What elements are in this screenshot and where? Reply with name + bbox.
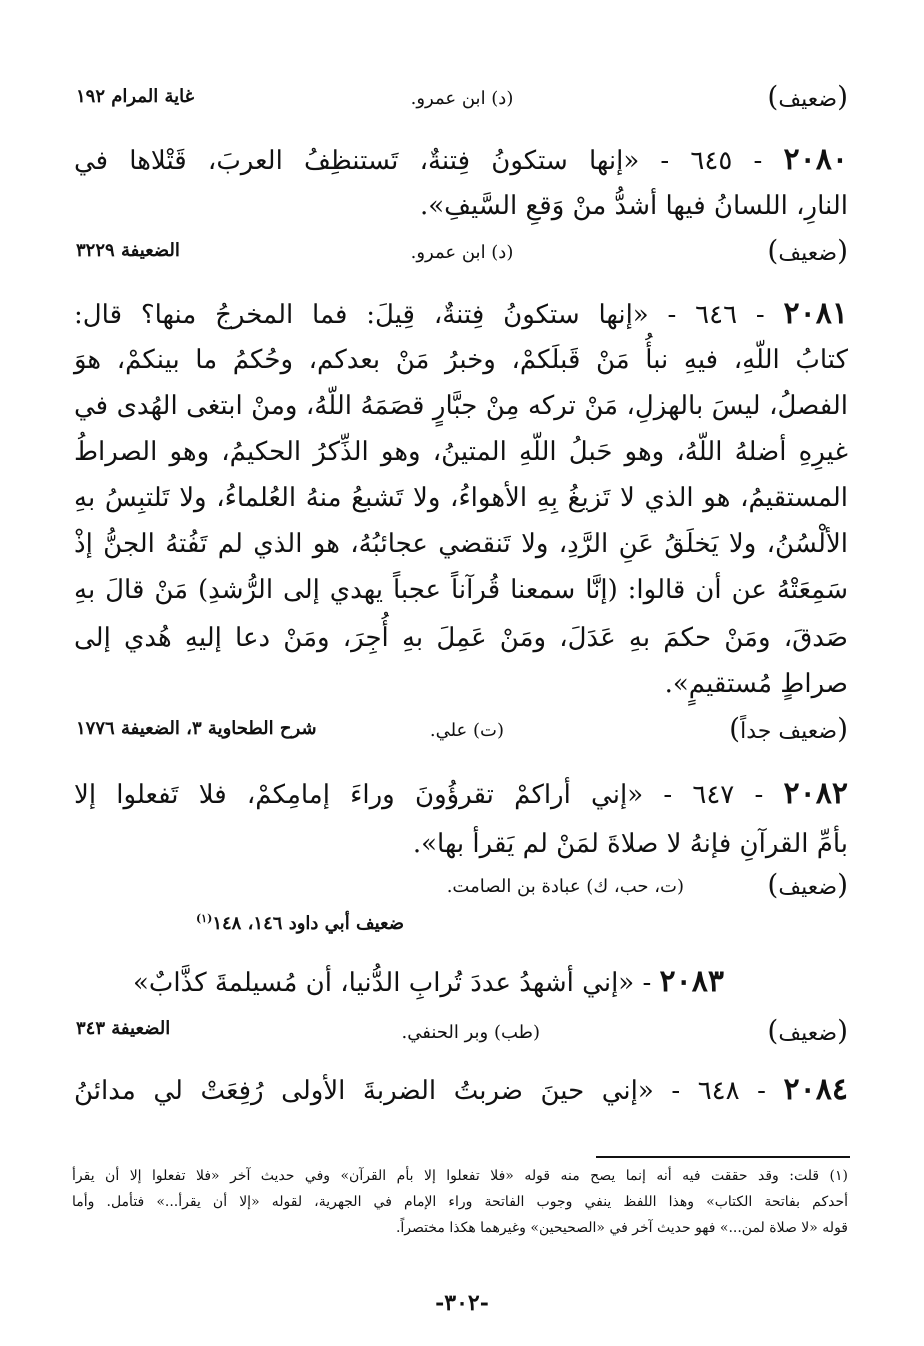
hadith-text-line: سَمِعَتْهُ عن أن قالوا: (إنَّا سمعنا قُرآناً عجباً يهدي إلى الرُّشدِ) مَنْ قالَ بهِ (74, 575, 848, 605)
footnote-marker: (١) (195, 912, 213, 925)
hadith-text-line: النارِ، اللسانُ فيها أشدُّ منْ وَقعِ السَّيفِ». (419, 191, 848, 221)
footnote-divider (596, 1156, 850, 1158)
grade-line: (ضعيف) (767, 80, 848, 113)
hadith-source: (طب) وبر الحنفي. (401, 1022, 540, 1043)
reference: الضعيفة ٣٢٢٩ (76, 240, 180, 261)
hadith-text-line: الألْسُنُ، ولا يَخلَقُ عَنِ الرَّدِ، ولا تَنقضي عجائبُهُ، هو الذي لم تَفُتهُ الجنُّ إذْ (74, 529, 848, 559)
hadith-source: (ت) علي. (429, 720, 504, 741)
hadith-text-line: ٢٠٨٢ - ٦٤٧ - «إني أراكمْ تقرؤُونَ وراءَ إمامِكمْ، فلا تَفعلوا إلا (74, 776, 848, 811)
footnote-line: أحدكم بفاتحة الكتاب» وهذا اللفظ ينفي وجوب الفاتحة وراء الإمام في الجهرية، لقوله «إلا أن يقرأ...» فتأمل. وأما (72, 1194, 848, 1210)
hadith-subnumber: - ٦٤٦ - (648, 300, 784, 330)
hadith-text-line: كتابُ اللّهِ، فيهِ نبأُ مَنْ قَبلَكمْ، وخبرُ مَنْ بعدكم، وحُكمُ ما بينكمْ، هوَ (74, 345, 848, 375)
hadith-number: ٢٠٨١ (783, 296, 848, 331)
hadith-source: (د) ابن عمرو. (410, 242, 514, 263)
hadith-text-line: غيرِهِ أضلهُ اللّهُ، وهو حَبلُ اللّهِ المتينُ، وهو الذِّكرُ الحكيمُ، وهو الصراطُ (74, 437, 848, 467)
hadith-text-line: صراطٍ مُستقيمٍ». (664, 669, 848, 699)
hadith-number: ٢٠٨٢ (783, 776, 848, 811)
grade-label: ضعيف جداً (740, 719, 838, 744)
hadith-text-line: ٢٠٨١ - ٦٤٦ - «إنها ستكونُ فِتنةٌ، قِيلَ: فما المخرجُ منها؟ قال: (74, 296, 848, 331)
grade-line: (ضعيف) (767, 868, 848, 901)
grade-line: (ضعيف جداً) (729, 712, 848, 745)
hadith-source: (د) ابن عمرو. (410, 88, 514, 109)
hadith-text-line: الفصلُ، ليسَ بالهزلِ، مَنْ تركه مِنْ جبَّارٍ قصَمَهُ اللّهُ، ومنْ ابتغى الهُدى في (74, 391, 848, 421)
reference: ضعيف أبي داود ١٤٦، ١٤٨$^{(١)}$ (195, 912, 404, 934)
grade-line: (ضعيف) (767, 1014, 848, 1047)
hadith-text-line: ٢٠٨٠ - ٦٤٥ - «إنها ستكونُ فِتنةٌ، تَستنظِفُ العربَ، قَتْلاها في (74, 142, 848, 177)
hadith-number: ٢٠٨٠ (783, 142, 848, 177)
hadith-text-line: ٢٠٨٣ - «إني أشهدُ عددَ تُرابِ الدُّنيا، أن مُسيلمةَ كذَّابٌ» (132, 964, 724, 999)
hadith-source: (ت، حب، ك) عبادة بن الصامت. (446, 876, 684, 897)
hadith-text-line: ٢٠٨٤ - ٦٤٨ - «إني حينَ ضربتُ الضربةَ الأولى رُفِعَتْ لي مدائنُ (74, 1072, 848, 1107)
reference: شرح الطحاوية ٣، الضعيفة ١٧٧٦ (76, 718, 317, 739)
hadith-number: ٢٠٨٤ (783, 1072, 848, 1107)
hadith-subnumber: - ٦٤٨ - (653, 1076, 784, 1106)
hadith-subnumber: - (634, 968, 660, 998)
page-number: -٣٠٢- (435, 1290, 489, 1316)
grade-label: ضعيف (778, 1021, 838, 1046)
reference: الضعيفة ٣٤٣ (76, 1018, 171, 1039)
hadith-number: ٢٠٨٣ (659, 964, 724, 999)
grade-line: (ضعيف) (767, 234, 848, 267)
hadith-text-line: المستقيمُ، هو الذي لا تَزيغُ بِهِ الأهواءُ، ولا تَشبعُ منهُ العُلماءُ، ولا تَلتبِسُ بهِ (74, 483, 848, 513)
grade-label: ضعيف (778, 241, 838, 266)
hadith-text-line: بأمِّ القرآنِ فإنهُ لا صلاةَ لمَنْ لم يَقرأ بها». (412, 829, 848, 859)
grade-label: ضعيف (778, 875, 838, 900)
hadith-subnumber: - ٦٤٧ - (643, 780, 784, 810)
footnote-line: (١) قلت: وقد حققت فيه أنه إنما يصح منه قوله «فلا تفعلوا إلا بأم القرآن» وفي حديث آخر «فلا تفعلوا إلا أن يقرأ (72, 1168, 848, 1184)
footnote-line: قوله «لا صلاة لمن...» فهو حديث آخر في «الصحيحين» وغيرهما هكذا مختصراً. (395, 1220, 848, 1236)
grade-label: ضعيف (778, 87, 838, 112)
hadith-subnumber: - ٦٤٥ - (639, 146, 784, 176)
hadith-text-line: صَدقَ، ومَنْ حكمَ بهِ عَدَلَ، ومَنْ عَمِلَ بهِ أُجِرَ، ومَنْ دعا إليهِ هُدي إلى (74, 623, 848, 653)
reference: غاية المرام ١٩٢ (76, 86, 195, 107)
